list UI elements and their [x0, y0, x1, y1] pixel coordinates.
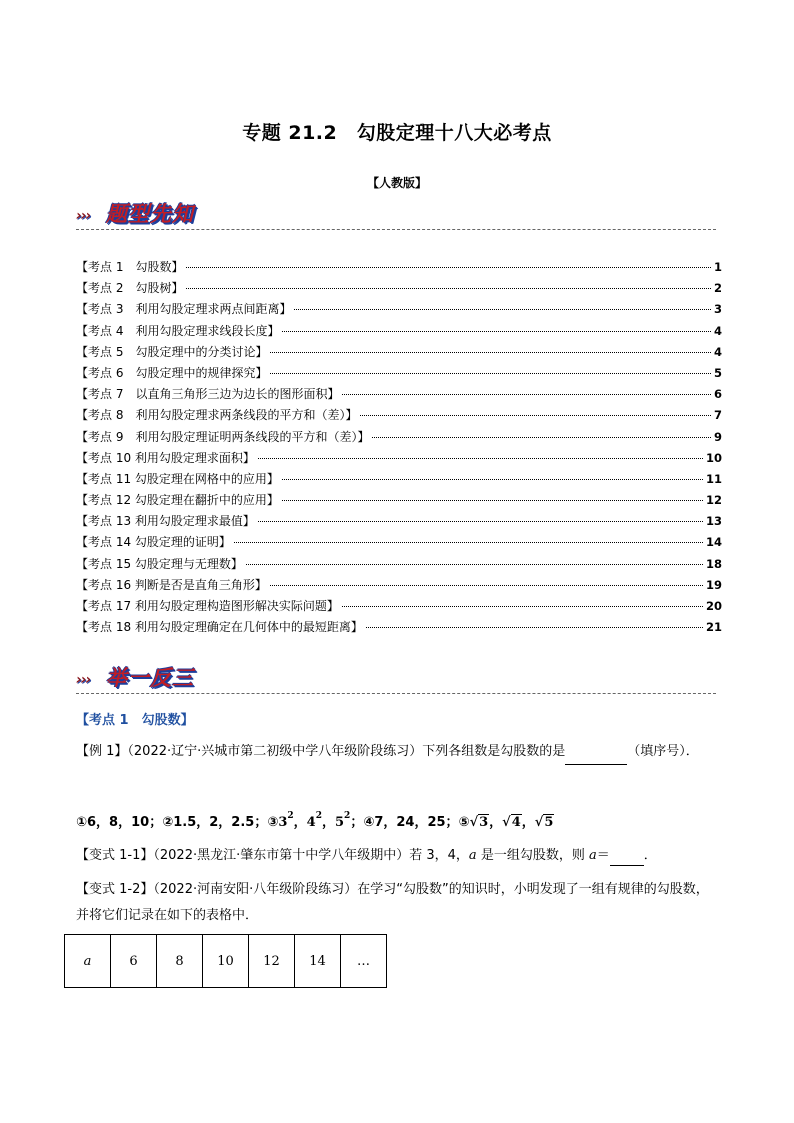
toc-item[interactable]: 【考点 14 勾股定理的证明】 14	[76, 535, 722, 550]
variant-1-2: 【变式 1-2】（2022·河南安阳·八年级阶段练习）在学习“勾股数”的知识时，小明发现了一组有规律的勾股数，并将它们记录在如下的表格中．	[76, 882, 709, 923]
toc-item[interactable]: 【考点 17 利用勾股定理构造图形解决实际问题】 20	[76, 599, 722, 613]
sqrt-3: √3	[469, 815, 489, 830]
sqrt-4: √4	[502, 815, 521, 830]
toc-item[interactable]: 【考点 8 利用勾股定理求两条线段的平方和（差）】 7	[76, 408, 722, 423]
answer-blank[interactable]	[565, 750, 627, 765]
toc-item[interactable]: 【考点 15 勾股定理与无理数】 18	[76, 556, 722, 571]
toc-item[interactable]: 【考点 4 利用勾股定理求线段长度】 4	[76, 323, 722, 338]
table-cell: 8	[157, 935, 203, 988]
table-cell: 14	[295, 935, 341, 988]
toc-item[interactable]: 【考点 13 利用勾股定理求最值】 13	[76, 514, 722, 529]
banner-arrows-icon: ›››	[76, 672, 91, 688]
answer-blank[interactable]	[610, 851, 644, 866]
practice-banner-text: 举一反三	[106, 666, 194, 690]
table-of-contents	[76, 258, 722, 639]
table-cell: 12	[249, 935, 295, 988]
overview-banner-text: 题型先知	[106, 202, 194, 226]
section-heading: 【考点 1 勾股数】	[76, 713, 194, 728]
table-cell: a	[65, 935, 111, 988]
sequence-table	[64, 934, 387, 988]
table-row	[65, 935, 387, 988]
toc-item[interactable]: 【考点 10 利用勾股定理求面积】 10	[76, 450, 722, 465]
toc-item[interactable]: 【考点 18 利用勾股定理确定在几何体中的最短距离】 21	[76, 620, 722, 635]
toc-item[interactable]: 【考点 9 利用勾股定理证明两条线段的平方和（差）】 9	[76, 429, 722, 444]
sqrt-5: √5	[534, 815, 554, 830]
table-cell: …	[341, 935, 387, 988]
toc-item[interactable]: 【考点 2 勾股树】 2	[76, 281, 722, 296]
banner-arrows-icon: ›››	[76, 208, 91, 224]
overview-banner	[76, 198, 276, 228]
divider	[76, 229, 716, 230]
edition-label: 【人教版】	[366, 176, 427, 190]
page-title: 专题 21.2 勾股定理十八大必考点	[242, 122, 552, 144]
toc-item[interactable]: 【考点 7 以直角三角形三边为边长的图形面积】 6	[76, 387, 722, 402]
toc-item[interactable]: 【考点 16 判断是否是直角三角形】 19	[76, 577, 722, 592]
table-cell: 10	[203, 935, 249, 988]
table-cell: 6	[111, 935, 157, 988]
toc-item[interactable]: 【考点 12 勾股定理在翻折中的应用】 12	[76, 493, 722, 508]
variant-1-1: 【变式 1-1】（2022·黑龙江·肇东市第十中学八年级期中）若 3，4，a 是一组勾股数，则 a＝ ．	[76, 846, 721, 866]
toc-item[interactable]: 【考点 5 勾股定理中的分类讨论】 4	[76, 344, 722, 359]
toc-item[interactable]: 【考点 1 勾股数】 1	[76, 260, 722, 274]
toc-item[interactable]: 【考点 6 勾股定理中的规律探究】 5	[76, 365, 722, 380]
divider	[76, 693, 716, 694]
example-1: 【例 1】（2022·辽宁·兴城市第二初级中学八年级阶段练习）下列各组数是勾股数的是 （填序号）．	[76, 739, 721, 765]
practice-banner	[76, 662, 276, 692]
toc-item[interactable]: 【考点 3 利用勾股定理求两点间距离】 3	[76, 302, 722, 317]
example-1-options: ①6，8，10；②1.5，2，2.5；$③3^2$，$4^2$，$5^2$；④7，24，25；⑤√3，√4，√5	[76, 811, 554, 830]
toc-item[interactable]: 【考点 11 勾股定理在网格中的应用】 11	[76, 471, 722, 486]
